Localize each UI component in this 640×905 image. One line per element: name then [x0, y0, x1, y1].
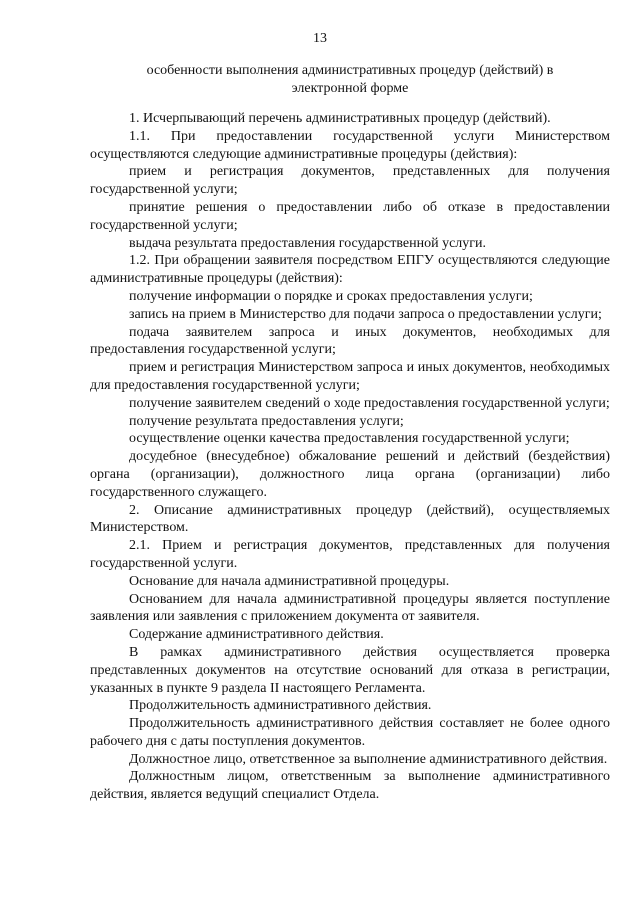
paragraph: прием и регистрация Министерством запроса и иных документов, необходимых для предоставления государственной услуги; [90, 360, 610, 393]
paragraph: досудебное (внесудебное) обжалование решений и действий (бездействия) органа (организации), должностного лица органа (организации) либо государственного служащего. [90, 449, 610, 500]
document-body [90, 110, 610, 804]
paragraph: выдача результата предоставления государственной услуги. [129, 235, 487, 251]
page-number: 13 [313, 31, 327, 46]
paragraph: 2.1. Прием и регистрация документов, представленных для получения государственной услуги. [90, 538, 610, 571]
paragraph: получение заявителем сведений о ходе предоставления государственной услуги; [129, 395, 610, 411]
paragraph: Основание для начала административной процедуры. [129, 573, 450, 589]
paragraph: получение результата предоставления услуги; [129, 413, 404, 429]
paragraph: Продолжительность административного действия составляет не более одного рабочего дня с даты поступления документов. [90, 716, 610, 749]
paragraph: Продолжительность административного действия. [129, 698, 432, 714]
paragraph: Должностным лицом, ответственным за выполнение административного действия, является ведущий специалист Отдела. [90, 769, 610, 803]
paragraph: 2. Описание административных процедур (действий), осуществляемых Министерством. [90, 502, 610, 536]
heading-line: электронной форме [291, 81, 409, 96]
paragraph: 1.1. При предоставлении государственной услуги Министерством осуществляются следующие административные процедуры (действия): [90, 128, 610, 162]
paragraph: Содержание административного действия. [129, 627, 384, 643]
paragraph: прием и регистрация документов, представленных для получения государственной услуги; [90, 164, 610, 198]
paragraph: 1.2. При обращении заявителя посредством ЕПГУ осуществляются следующие административные процедуры (действия): [90, 253, 610, 287]
paragraph: подача заявителем запроса и иных документов, необходимых для предоставления государственной услуги; [90, 324, 610, 358]
paragraph: получение информации о порядке и сроках предоставления услуги; [129, 288, 533, 304]
paragraph: 1. Исчерпывающий перечень административных процедур (действий). [129, 111, 551, 126]
paragraph: запись на прием в Министерство для подачи запроса о предоставлении услуги; [129, 306, 602, 322]
paragraph: Основанием для начала административной процедуры является поступление заявления или заявления с приложением документа от заявителя. [90, 591, 610, 625]
paragraph: В рамках административного действия осуществляется проверка представленных документов на отсутствие оснований для отказа в регистрации, указанных в пункте 9 раздела II настоящего Регламента. [90, 644, 610, 696]
paragraph: Должностное лицо, ответственное за выполнение административного действия. [129, 751, 608, 767]
paragraph: осуществление оценки качества предоставления государственной услуги; [129, 431, 570, 447]
paragraph: принятие решения о предоставлении либо об отказе в предоставлении государственной услуги; [90, 199, 610, 233]
heading-line: особенности выполнения административных процедур (действий) в [146, 63, 554, 78]
section-heading [90, 62, 610, 98]
